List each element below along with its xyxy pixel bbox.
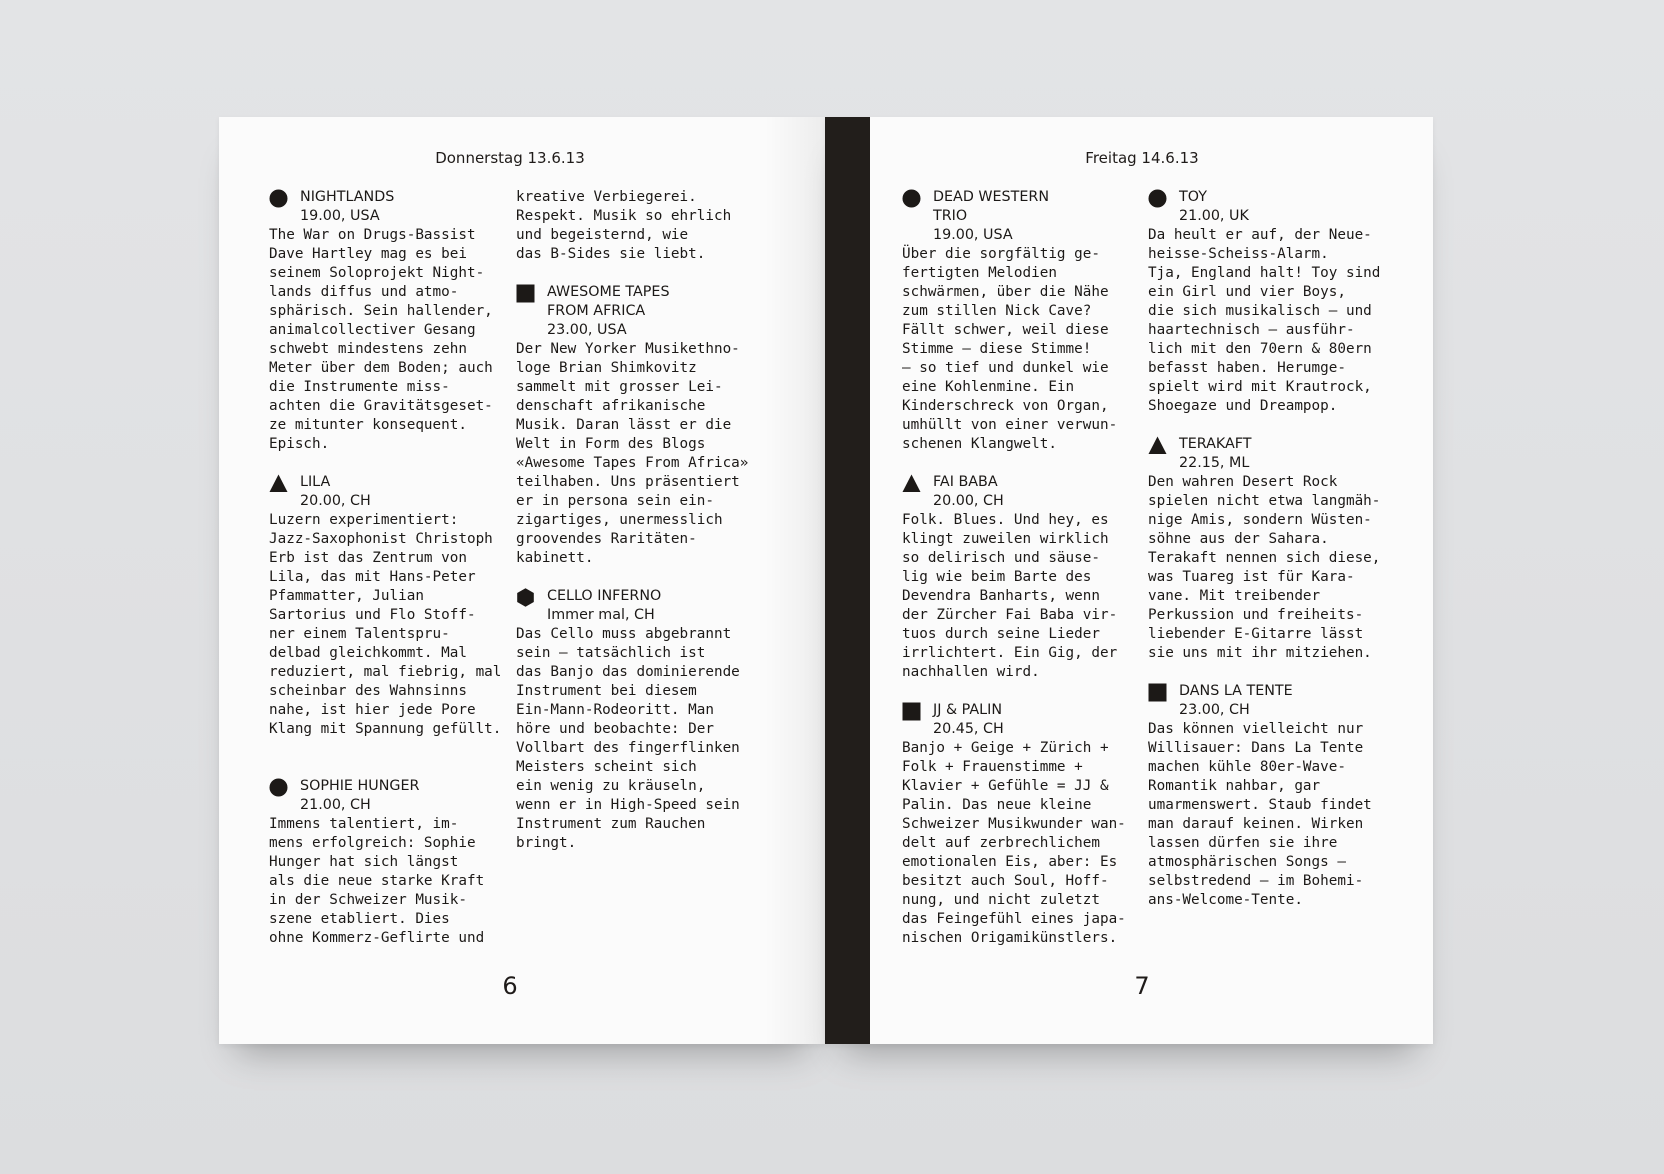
event-entry [269,188,509,454]
event-header [1148,682,1388,720]
event-description: Da heult er auf, der Neue- heisse-Scheiss-Alarm. Tja, England halt! Toy sind ein Girl und vier Boys, die sich musikalisch – und haartechnisch – ausführ- lich mit den 70ern & 80ern befasst haben. Herumge- spielt wird mit Krautrock, Shoegaze und Dreampop. [1148,227,1381,414]
event-time-country: 20.45, CH [933,721,1004,737]
circle-icon [269,778,288,797]
event-time-country: 23.00, CH [1179,702,1250,718]
left-column-1 [269,188,509,948]
event-description: Folk. Blues. Und hey, es klingt zuweilen wirklich so delirisch und säuse- lig wie beim Barte des Devendra Banharts, wenn der Zürcher Fai Baba vir- tuos durch seine Lieder irrlichtert. Ein Gig, der nachhallen wird. [902,512,1118,680]
event-time-country: Immer mal, CH [547,607,655,623]
event-header [269,777,509,815]
left-page-number: 6 [502,972,518,1000]
hexagon-icon [516,588,535,607]
black-spine-band [825,117,870,1044]
triangle-icon [902,474,921,493]
event-name: FAI BABA [933,474,998,490]
triangle-icon [1148,436,1167,455]
square-icon [902,702,921,721]
event-header [902,701,1142,739]
event-time-country: 19.00, USA [933,227,1013,243]
event-header [1148,435,1388,473]
left-column-2 [516,188,756,853]
event-entry [516,283,756,568]
event-name: DEAD WESTERN [933,189,1050,205]
event-name: TERAKAFT [1179,436,1252,452]
event-description: kreative Verbiegerei. Respekt. Musik so ehrlich und begeisternd, wie das B-Sides sie liebt. [516,189,732,262]
left-day-title: Donnerstag 13.6.13 [435,149,585,167]
event-name: LILA [300,474,331,490]
right-day-title: Freitag 14.6.13 [1085,149,1199,167]
event-name-line-2: TRIO [933,208,968,224]
event-header [902,188,1142,245]
event-entry [269,777,509,948]
triangle-icon [269,474,288,493]
event-entry [1148,188,1388,416]
event-entry-continued [516,188,756,264]
event-description: Der New Yorker Musikethno- loge Brian Shimkovitz sammelt mit grosser Lei- denschaft afrikanische Musik. Daran lässt er die Welt in Form des Blogs «Awesome Tapes From Africa» teilhaben. Uns präsentiert er in persona sein ein- zigartiges, unermesslich groovendes Raritäten- kabinett. [516,341,749,566]
event-time-country: 20.00, CH [933,493,1004,509]
gutter-shadow [765,117,825,1044]
event-name: DANS LA TENTE [1179,683,1293,699]
right-column-1 [902,188,1142,948]
event-header [1148,188,1388,226]
event-time-country: 19.00, USA [300,208,380,224]
event-entry [1148,682,1388,910]
right-column-2 [1148,188,1388,910]
event-name: SOPHIE HUNGER [300,778,420,794]
event-description: Das Cello muss abgebrannt sein – tatsächlich ist das Banjo das dominierende Instrument bei diesem Ein-Mann-Rodeoritt. Man höre und beobachte: Der Vollbart des fingerflinken Meisters scheint sich ein wenig zu kräuseln, wenn er in High-Speed sein Instrument zum Rauchen bringt. [516,626,740,851]
event-time-country: 21.00, CH [300,797,371,813]
event-header [516,587,756,625]
event-description: Den wahren Desert Rock spielen nicht etwa langmäh- nige Amis, sondern Wüsten- söhne aus der Sahara. Terakaft nennen sich diese, was Tuareg ist für Kara- vane. Mit treibender Perkussion und freiheits- liebender E-Gitarre lässt sie uns mit ihr mitziehen. [1148,474,1381,661]
event-time-country: 20.00, CH [300,493,371,509]
event-name: NIGHTLANDS [300,189,395,205]
event-header [516,283,756,340]
right-page-number: 7 [1134,972,1150,1000]
event-description: Luzern experimentiert: Jazz-Saxophonist Christoph Erb ist das Zentrum von Lila, das mit Hans-Peter Pfammatter, Julian Sartorius und Flo Stoff- ner einem Talentspru- delbad gleichkommt. Mal reduziert, mal fiebrig, mal scheinbar des Wahnsinns nahe, ist hier jede Pore Klang mit Spannung gefüllt. [269,512,502,737]
event-entry [902,701,1142,948]
event-description: Das können vielleicht nur Willisauer: Dans La Tente machen kühle 80er-Wave- Romantik nahbar, gar umarmenswert. Staub findet man darauf keinen. Wirken lassen dürfen sie ihre atmosphärischen Songs – selbstredend – im Bohemi- ans-Welcome-Tente. [1148,721,1372,908]
event-entry [269,473,509,739]
event-name: TOY [1179,189,1207,205]
circle-icon [902,189,921,208]
event-name: CELLO INFERNO [547,588,662,604]
event-description: Über die sorgfältig ge- fertigten Melodien schwärmen, über die Nähe zum stillen Nick Cave? Fällt schwer, weil diese Stimme – diese Stimme! – so tief und dunkel wie eine Kohlenmine. Ein Kinderschreck von Organ, umhüllt von einer verwun- schenen Klangwelt. [902,246,1118,452]
event-header [269,473,509,511]
circle-icon [1148,189,1167,208]
event-description: Immens talentiert, im- mens erfolgreich: Sophie Hunger hat sich längst als die neue starke Kraft in der Schweizer Musik- szene etabliert. Dies ohne Kommerz-Geflirte und [269,816,485,946]
event-entry [516,587,756,853]
square-icon [1148,683,1167,702]
event-time-country: 22.15, ML [1179,455,1250,471]
event-entry [902,473,1142,682]
event-time-country: 21.00, UK [1179,208,1249,224]
square-icon [516,284,535,303]
circle-icon [269,189,288,208]
event-entry [1148,435,1388,663]
event-header [269,188,509,226]
event-name: AWESOME TAPES [547,284,670,300]
event-name: JJ & PALIN [933,702,1003,718]
event-description: Banjo + Geige + Zürich + Folk + Frauenstimme + Klavier + Gefühle = JJ & Palin. Das neue kleine Schweizer Musikwunder wan- delt auf zerbrechlichem emotionalen Eis, aber: Es besitzt auch Soul, Hoff- nung, und nicht zuletzt das Feingefühl eines japa- nischen Origamikünstlers. [902,740,1126,946]
event-header [902,473,1142,511]
event-time-country: 23.00, USA [547,322,627,338]
event-entry [902,188,1142,454]
event-name-line-2: FROM AFRICA [547,303,646,319]
event-description: The War on Drugs-Bassist Dave Hartley mag es bei seinem Soloprojekt Night- lands diffus und atmo- sphärisch. Sein hallender, animalcollectiver Gesang schwebt mindestens zehn Meter über dem Boden; auch die Instrumente miss- achten die Gravitätsgeset- ze mitunter konsequent. Episch. [269,227,493,452]
